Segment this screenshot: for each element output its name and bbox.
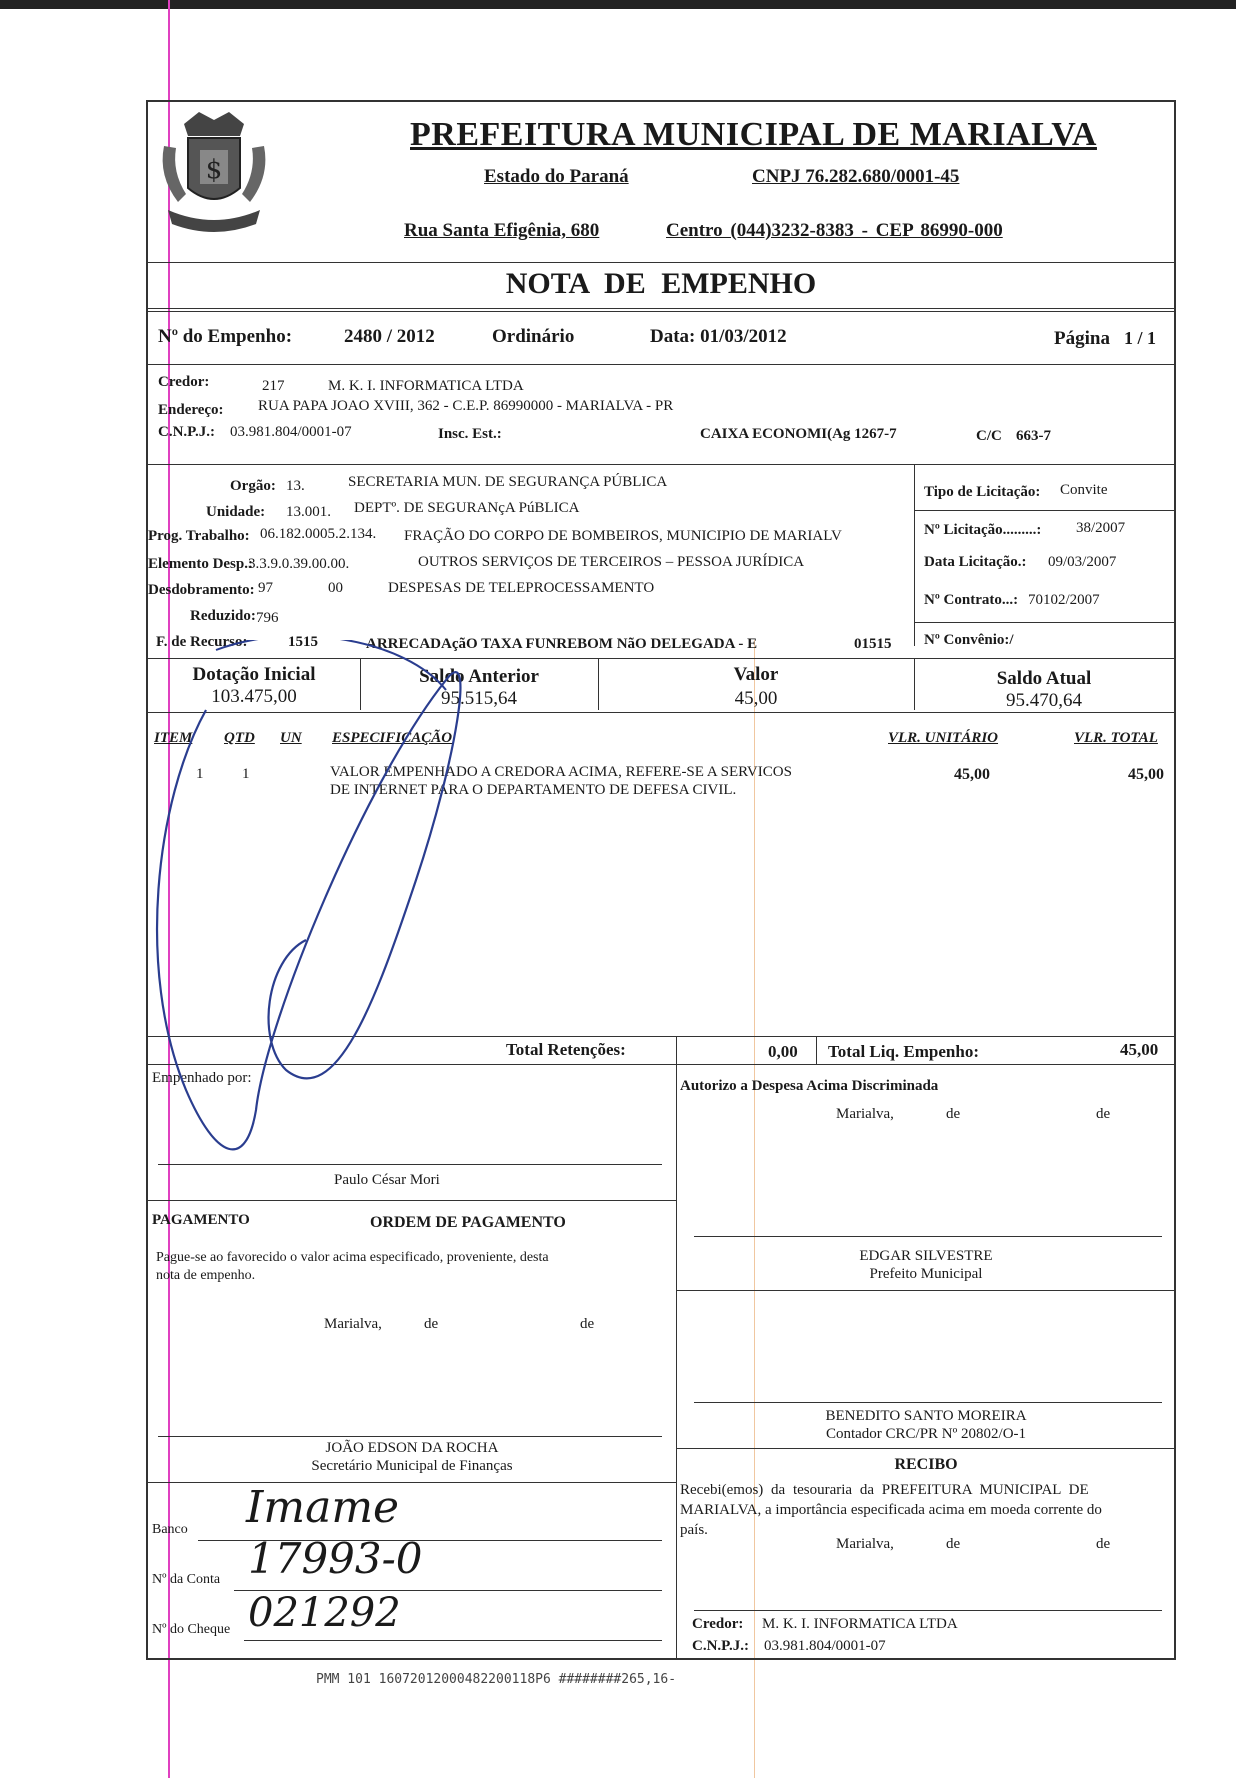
conta-handwritten: 17993-0 xyxy=(248,1534,423,1583)
recibo-place: Marialva, xyxy=(836,1536,894,1552)
empenhado-por-label: Empenhado por: xyxy=(152,1070,252,1086)
credor-name: M. K. I. INFORMATICA LTDA xyxy=(328,378,524,394)
recibo-credor: M. K. I. INFORMATICA LTDA xyxy=(762,1616,958,1632)
convenio-label: Nº Convênio:/ xyxy=(924,632,1014,648)
cnpj-label: CNPJ 76.282.680/0001-45 xyxy=(752,166,960,187)
orgao-label: Orgão: xyxy=(230,478,276,494)
reduzido-value: 796 xyxy=(256,610,279,626)
conta-label: Nº da Conta xyxy=(152,1572,221,1587)
credor-code: 217 xyxy=(262,378,285,394)
unidade-name: DEPTº. DE SEGURANçA PúBLICA xyxy=(354,500,580,516)
page-title: PREFEITURA MUNICIPAL DE MARIALVA xyxy=(410,116,1097,153)
contador-name: BENEDITO SANTO MOREIRA xyxy=(825,1408,1027,1424)
num-licitacao: 38/2007 xyxy=(1076,520,1126,536)
col-item: ITEM xyxy=(154,730,193,746)
recibo-text-line3: país. xyxy=(680,1522,708,1538)
liq-empenho-value: 45,00 xyxy=(1120,1040,1159,1059)
col-vlr-unit: VLR. UNITÁRIO xyxy=(888,730,999,746)
tipo-licitacao-label: Tipo de Licitação: xyxy=(924,484,1041,500)
empenho-date: Data: 01/03/2012 xyxy=(650,326,787,347)
empenho-number-label: Nº do Empenho: xyxy=(158,326,293,347)
prefeito-name: EDGAR SILVESTRE xyxy=(859,1248,993,1264)
reduzido-label: Reduzido: xyxy=(190,608,256,624)
state-label: Estado do Paraná xyxy=(484,166,629,187)
recibo-text-line2: MARIALVA, a importância especificada acima em moeda corrente do xyxy=(680,1502,1102,1518)
scan-top-edge xyxy=(0,0,1236,9)
autorizo-de2: de xyxy=(1096,1106,1111,1122)
saldo-atual-value: 95.470,64 xyxy=(1006,690,1082,711)
contrato-value: 70102/2007 xyxy=(1028,592,1100,608)
elemento-label: Elemento Desp.: xyxy=(148,556,253,572)
orgao-code: 13. xyxy=(286,478,305,494)
prog-label: Prog. Trabalho: xyxy=(148,528,250,544)
pagamento-text-line2: nota de empenho. xyxy=(156,1268,256,1283)
col-qtd: QTD xyxy=(224,730,255,746)
retencoes-value: 0,00 xyxy=(768,1042,798,1061)
orgao-name: SECRETARIA MUN. DE SEGURANÇA PÚBLICA xyxy=(348,474,668,490)
recurso-name: ARRECADAçãO TAXA FUNREBOM NãO DELEGADA - E xyxy=(366,636,758,652)
dotacao-label: Dotação Inicial xyxy=(192,664,316,685)
recibo-de2: de xyxy=(1096,1536,1111,1552)
item-total-value: 45,00 xyxy=(1128,766,1164,783)
tipo-licitacao: Convite xyxy=(1060,482,1108,498)
recurso-label: F. de Recurso: xyxy=(156,634,248,650)
desdobramento-code1: 97 xyxy=(258,580,273,596)
item-number: 1 xyxy=(196,766,204,782)
recurso-code2: 01515 xyxy=(854,636,892,652)
ordem-pagamento-label: ORDEM DE PAGAMENTO xyxy=(370,1214,566,1231)
col-espec: ESPECIFICAÇÃO xyxy=(332,730,453,746)
coat-of-arms-logo xyxy=(154,106,274,238)
elemento-name: OUTROS SERVIÇOS DE TERCEIROS – PESSOA JURÍDICA xyxy=(418,554,805,570)
item-desc-line1: VALOR EMPENHADO A CREDORA ACIMA, REFERE-SE A SERVICOS xyxy=(330,764,792,780)
prog-code: 06.182.0005.2.134. xyxy=(260,526,377,542)
elemento-code: 3.3.9.0.39.00.00. xyxy=(248,556,350,572)
contact-label: Centro (044)3232-8383 - CEP 86990-000 xyxy=(666,220,1003,241)
data-licitacao: 09/03/2007 xyxy=(1048,554,1117,570)
prog-name: FRAÇÃO DO CORPO DE BOMBEIROS, MUNICIPIO DE MARIALV xyxy=(404,528,842,544)
cc-label: C/C xyxy=(976,428,1002,444)
contrato-label: Nº Contrato...: xyxy=(924,592,1019,608)
pagamento-de2: de xyxy=(580,1316,595,1332)
empenhado-por-name: Paulo César Mori xyxy=(334,1172,440,1188)
desdobramento-code2: 00 xyxy=(328,580,343,596)
pagamento-de1: de xyxy=(424,1316,439,1332)
contador-role: Contador CRC/PR Nº 20802/O-1 xyxy=(825,1426,1027,1442)
prefeito-role: Prefeito Municipal xyxy=(869,1266,983,1282)
recibo-title: RECIBO xyxy=(894,1456,958,1473)
num-licitacao-label: Nº Licitação.........: xyxy=(924,522,1042,538)
address-label: Rua Santa Efigênia, 680 xyxy=(404,220,600,241)
autorizo-label: Autorizo a Despesa Acima Discriminada xyxy=(680,1078,939,1094)
banco-handwritten: Imame xyxy=(246,1482,400,1533)
unidade-code: 13.001. xyxy=(286,504,331,520)
saldo-anterior-value: 95.515,64 xyxy=(441,688,517,709)
address-field-label: Endereço: xyxy=(158,402,224,418)
col-un: UN xyxy=(280,730,302,746)
cc-value: 663-7 xyxy=(1016,428,1051,444)
cnpj-field-label: C.N.P.J.: xyxy=(158,424,215,440)
liq-empenho-label: Total Liq. Empenho: xyxy=(828,1042,979,1061)
banco-label: Banco xyxy=(152,1522,188,1537)
item-desc-line2: DE INTERNET PARA O DEPARTAMENTO DE DEFESA CIVIL. xyxy=(330,782,737,798)
desdobramento-name: DESPESAS DE TELEPROCESSAMENTO xyxy=(388,580,655,596)
bank-info: CAIXA ECONOMI(Ag 1267-7 xyxy=(700,426,897,442)
valor-label: Valor xyxy=(733,664,779,685)
recurso-code: 1515 xyxy=(288,634,318,650)
item-qtd: 1 xyxy=(242,766,250,782)
retencoes-label: Total Retenções: xyxy=(506,1040,626,1059)
pagamento-place: Marialva, xyxy=(324,1316,382,1332)
page-label: Página xyxy=(1054,328,1110,349)
insc-est-label: Insc. Est.: xyxy=(438,426,502,442)
saldo-atual-label: Saldo Atual xyxy=(996,668,1092,689)
unidade-label: Unidade: xyxy=(206,504,266,520)
data-licitacao-label: Data Licitação.: xyxy=(924,554,1027,570)
recibo-text-line1: Recebi(emos) da tesouraria da PREFEITURA MUNICIPAL DE xyxy=(680,1482,1089,1498)
credor-label: Credor: xyxy=(158,374,210,390)
empenho-number: 2480 / 2012 xyxy=(344,326,435,347)
desdobramento-label: Desdobramento: xyxy=(148,582,255,598)
cheque-label: Nº do Cheque xyxy=(152,1622,231,1637)
cheque-handwritten: 021292 xyxy=(248,1590,401,1636)
credor-cnpj: 03.981.804/0001-07 xyxy=(230,424,352,440)
pen-scribble xyxy=(146,640,506,1220)
secretario-role: Secretário Municipal de Finanças xyxy=(311,1458,513,1474)
document-title: NOTA DE EMPENHO xyxy=(505,267,817,300)
dotacao-value: 103.475,00 xyxy=(211,686,297,707)
saldo-anterior-label: Saldo Anterior xyxy=(419,666,539,687)
autorizo-place: Marialva, xyxy=(836,1106,894,1122)
item-unit-value: 45,00 xyxy=(954,766,990,783)
autorizo-de1: de xyxy=(946,1106,961,1122)
page-number: 1 / 1 xyxy=(1124,328,1157,348)
col-vlr-total: VLR. TOTAL xyxy=(1074,730,1158,746)
valor-value: 45,00 xyxy=(734,688,778,709)
pagamento-text-line1: Pague-se ao favorecido o valor acima especificado, proveniente, desta xyxy=(156,1250,549,1265)
secretario-name: JOÃO EDSON DA ROCHA xyxy=(325,1440,499,1456)
credor-address: RUA PAPA JOAO XVIII, 362 - C.E.P. 86990000 - MARIALVA - PR xyxy=(258,398,674,414)
recibo-cnpj: 03.981.804/0001-07 xyxy=(764,1638,886,1654)
footer-code: PMM 101 16072012000482200118P6 ########265,16- xyxy=(316,1672,677,1687)
recibo-cnpj-label: C.N.P.J.: xyxy=(692,1638,749,1654)
svg-text:$: $ xyxy=(205,155,223,185)
recibo-de1: de xyxy=(946,1536,961,1552)
pagamento-label: PAGAMENTO xyxy=(152,1212,250,1228)
recibo-credor-label: Credor: xyxy=(692,1616,744,1632)
empenho-type: Ordinário xyxy=(492,326,575,347)
